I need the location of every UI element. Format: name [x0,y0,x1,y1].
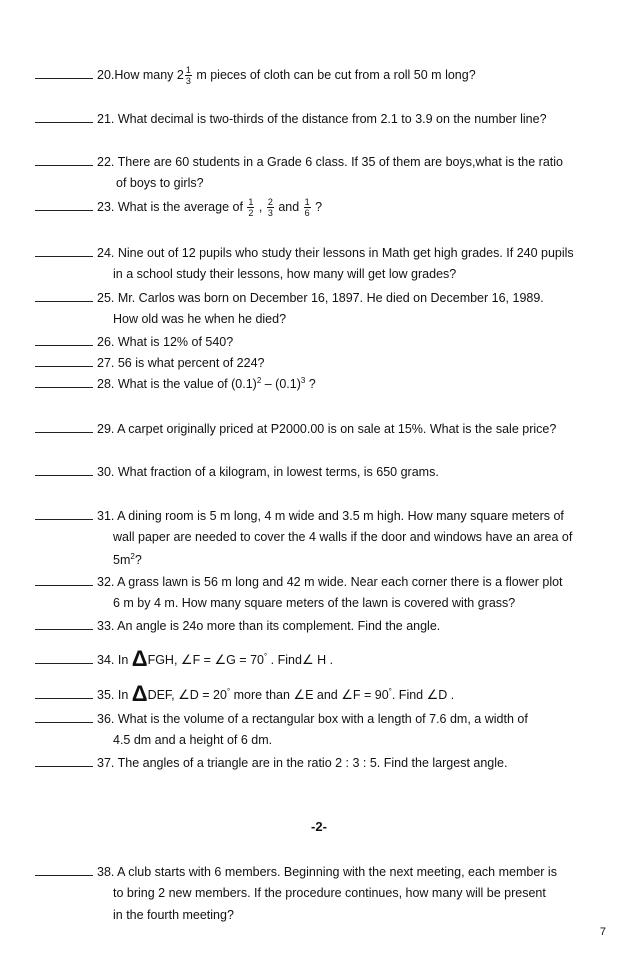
question-34 [35,646,333,672]
question-29 [35,421,556,436]
answer-blank[interactable] [35,355,93,367]
fraction [304,197,311,218]
question-30 [35,464,439,479]
text-segment: 25. Mr. Carlos was born on December 16, 1897. He died on December 16, 1989. [97,291,544,305]
text-segment: 3 [185,76,191,86]
text-segment: 30. What fraction of a kilogram, in lowest terms, is 650 grams. [97,465,439,479]
triangle-icon: Δ [131,646,148,671]
text-segment: 2 [256,376,262,385]
text-segment: 24. Nine out of 12 pupils who study their lessons in Math get high grades. If 240 pupils [97,246,574,260]
question-38-continuation-2: in the fourth meeting? [113,908,234,922]
text-segment: F = 90 [352,688,389,702]
fraction [185,65,192,86]
answer-blank[interactable] [35,334,93,346]
text-segment: 28. What is the value of (0.1) [97,377,257,392]
answer-blank[interactable] [35,245,93,257]
angle-icon: ∠ [341,687,353,702]
answer-blank[interactable] [35,154,93,166]
text-segment: 26. What is 12% of 540? [97,335,234,349]
page-marker: -2- [311,819,327,834]
question-28 [35,376,316,391]
text-segment: 2 [248,208,254,218]
page-number: 7 [599,926,606,938]
question-31-continuation-2 [113,552,142,567]
answer-blank[interactable] [35,652,93,664]
question-38 [35,864,557,879]
angle-icon: ∠ [178,687,190,702]
question-35 [35,681,454,707]
text-segment: 6 [304,208,310,218]
question-26 [35,334,233,349]
text-segment: 21. What decimal is two-thirds of the distance from 2.1 to 3.9 on the number line? [97,112,547,126]
text-segment: 27. 56 is what percent of 224? [97,356,265,370]
text-segment: D . [438,688,455,702]
question-36-continuation: 4.5 dm and a height of 6 dm. [113,733,273,747]
answer-blank[interactable] [35,755,93,767]
answer-blank[interactable] [35,290,93,302]
question-33 [35,618,440,633]
text-segment: , [255,199,266,214]
text-segment: 37. The angles of a triangle are in the ratio 2 : 3 : 5. Find the largest angle. [97,756,508,770]
answer-blank[interactable] [35,711,93,723]
answer-blank[interactable] [35,376,93,388]
answer-blank[interactable] [35,67,93,79]
question-23 [35,197,322,218]
text-segment: 1 [304,197,310,207]
question-36 [35,711,528,726]
text-segment: 1 [248,197,254,207]
answer-blank[interactable] [35,687,93,699]
text-segment: 3 [267,208,273,218]
angle-icon: ∠ [214,652,227,667]
text-segment: ° [226,686,231,696]
question-25-continuation: How old was he when he died? [113,312,287,326]
text-segment: 38. A club starts with 6 members. Beginning with the next meeting, each member is [97,865,557,879]
question-25 [35,290,544,305]
text-segment: 5m [113,553,131,568]
text-segment: m pieces of cloth can be cut from a roll 50 m long? [192,67,476,82]
answer-blank[interactable] [35,508,93,520]
text-segment: G = 70 [226,653,264,667]
answer-blank[interactable] [35,464,93,476]
text-segment: 22. There are 60 students in a Grade 6 class. If 35 of them are boys,what is the ratio [97,155,563,169]
triangle-icon: Δ [131,681,148,706]
text-segment: ° [388,686,392,696]
question-22-continuation: of boys to girls? [116,176,204,190]
text-segment: 20.How many 2 [97,67,184,82]
text-segment: – (0.1) [261,377,301,392]
angle-icon: ∠ [293,687,306,702]
text-segment: DEF, [147,688,179,702]
text-segment: 1 [185,65,191,75]
text-segment: ? [134,553,142,568]
text-segment: 33. An angle is 24o more than its complement. Find the angle. [97,619,441,633]
text-segment: 3 [300,376,306,385]
text-segment: and [274,199,303,214]
question-22 [35,154,563,169]
text-segment: . Find [267,653,302,667]
answer-blank[interactable] [35,864,93,876]
answer-blank[interactable] [35,111,93,123]
text-segment: F = [192,653,215,667]
answer-blank[interactable] [35,421,93,433]
answer-blank[interactable] [35,199,93,211]
text-segment: ? [305,377,316,392]
question-37 [35,755,507,770]
text-segment: 31. A dining room is 5 m long, 4 m wide and 3.5 m high. How many square meters of [97,509,564,523]
text-segment: ° [263,651,268,661]
question-20 [35,65,476,86]
text-segment: 32. A grass lawn is 56 m long and 42 m wide. Near each corner there is a flower plot [97,575,563,589]
question-21 [35,111,547,126]
text-segment: FGH, [147,653,181,667]
question-32-continuation: 6 m by 4 m. How many square meters of the lawn is covered with grass? [113,596,516,610]
text-segment: more than [230,688,294,702]
text-segment: ? [311,199,323,214]
angle-icon: ∠ [426,687,439,702]
fraction [267,197,274,218]
text-segment: 2 [267,197,273,207]
question-31-continuation: wall paper are needed to cover the 4 walls if the door and windows have an area of [113,530,573,544]
answer-blank[interactable] [35,618,93,630]
question-32 [35,574,563,589]
text-segment: 29. A carpet originally priced at P2000.00 is on sale at 15%. What is the sale price? [97,422,557,436]
question-24 [35,245,574,260]
text-segment: D = 20 [189,688,227,702]
text-segment: E and [305,688,342,702]
text-segment: 23. What is the average of [97,199,247,214]
fraction [247,197,254,218]
text-segment: 35. In [97,688,132,702]
text-segment: H . [313,653,334,667]
text-segment: 36. What is the volume of a rectangular box with a length of 7.6 dm, a width of [97,712,528,726]
angle-icon: ∠ [180,652,193,667]
question-31 [35,508,564,523]
text-segment: 2 [130,552,135,561]
text-segment: 34. In [97,653,132,667]
answer-blank[interactable] [35,574,93,586]
question-24-continuation: in a school study their lessons, how many will get low grades? [113,267,457,281]
angle-icon: ∠ [301,652,314,667]
question-38-continuation: to bring 2 new members. If the procedure continues, how many will be present [113,886,546,900]
question-27 [35,355,264,370]
text-segment: . Find [391,688,427,702]
